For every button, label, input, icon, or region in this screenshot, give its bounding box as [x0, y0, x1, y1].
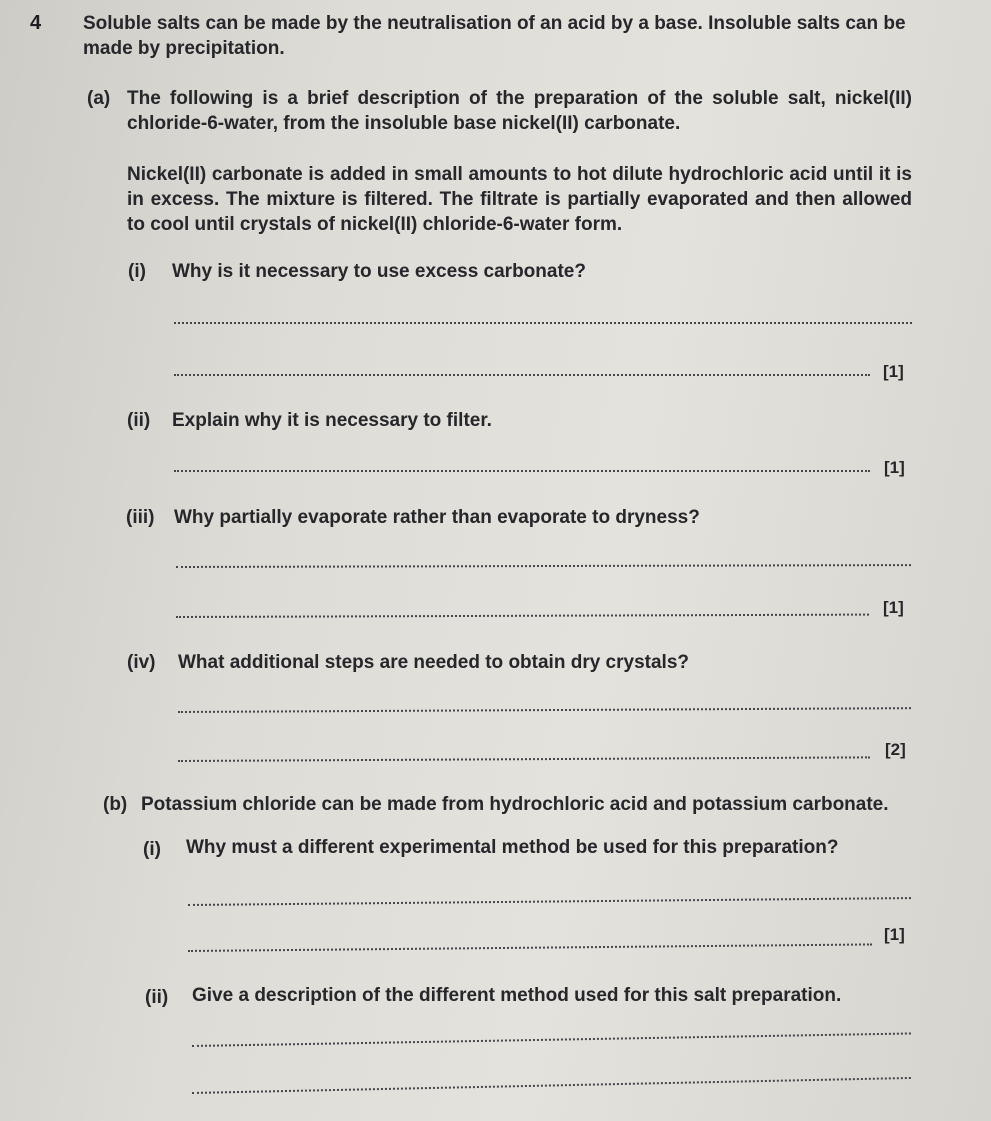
b-ii-question: Give a description of the different method used for this salt preparation.: [192, 985, 842, 1006]
mark-a-iii: [1]: [883, 598, 904, 617]
answer-line-a-iii-1[interactable]: [176, 564, 911, 568]
question-intro: Soluble salts can be made by the neutralisation of an acid by a base. Insoluble salts can be made by precipitation.: [83, 13, 906, 59]
a-iii-label: (iii): [126, 507, 155, 528]
part-a-description: Nickel(II) carbonate is added in small amounts to hot dilute hydrochloric acid until it is in excess. The mixture is filtered. The filtrate is partially evaporated and then allowed to cool until crystals of nickel(II) chloride-6-water form.: [127, 164, 912, 235]
answer-line-a-iii-2[interactable]: [176, 614, 869, 618]
b-i-question: Why must a different experimental method be used for this preparation?: [186, 837, 839, 858]
b-ii-label: (ii): [145, 987, 169, 1008]
part-b-label: (b): [103, 794, 128, 815]
answer-line-a-i-2[interactable]: [174, 374, 870, 376]
question-number: 4: [30, 12, 42, 34]
answer-line-b-i-1[interactable]: [188, 897, 911, 906]
answer-line-b-ii-1[interactable]: [192, 1032, 911, 1047]
answer-line-a-iv-2[interactable]: [178, 756, 870, 762]
a-ii-label: (ii): [127, 410, 151, 431]
mark-a-ii: [1]: [884, 458, 905, 477]
answer-line-a-iv-1[interactable]: [178, 707, 911, 713]
answer-line-b-ii-2[interactable]: [192, 1077, 911, 1094]
a-i-label: (i): [128, 261, 146, 282]
mark-b-i: [1]: [884, 925, 905, 944]
a-iii-question: Why partially evaporate rather than evaporate to dryness?: [174, 507, 700, 528]
mark-a-i: [1]: [883, 362, 904, 381]
answer-line-b-i-2[interactable]: [188, 943, 872, 952]
part-a-text: The following is a brief description of the preparation of the soluble salt, nickel(II) chloride-6-water, from the insoluble base nickel(II) carbonate.: [127, 88, 912, 134]
b-i-label: (i): [143, 839, 161, 860]
a-iv-label: (iv): [127, 652, 156, 673]
part-b-text: Potassium chloride can be made from hydrochloric acid and potassium carbonate.: [141, 794, 889, 815]
mark-a-iv: [2]: [885, 740, 906, 759]
a-ii-question: Explain why it is necessary to filter.: [172, 410, 492, 431]
part-a-label: (a): [87, 88, 111, 109]
answer-line-a-ii-1[interactable]: [174, 470, 870, 472]
a-iv-question: What additional steps are needed to obtain dry crystals?: [178, 652, 689, 673]
a-i-question: Why is it necessary to use excess carbonate?: [172, 261, 586, 282]
answer-line-a-i-1[interactable]: [174, 322, 912, 324]
